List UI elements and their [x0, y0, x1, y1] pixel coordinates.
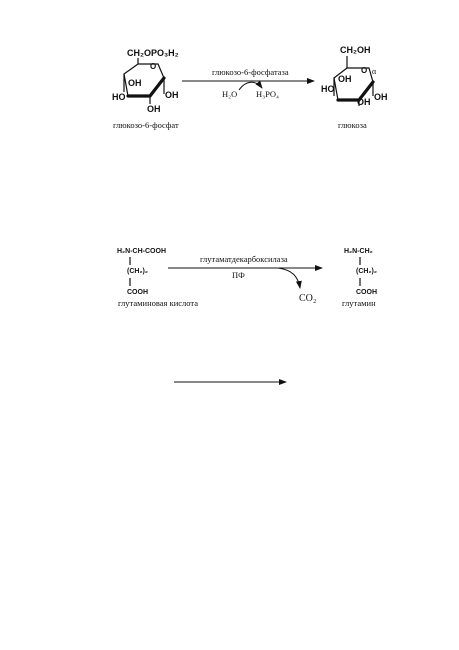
glutamic-acid-structure [117, 248, 198, 308]
product-substituent: CH₂OH [340, 45, 371, 55]
substrate-ring-oxygen: O [150, 62, 157, 71]
product-name-label: глюкоза [338, 120, 367, 130]
reaction1-enzyme-label: глюкозо-6-фосфатаза [212, 67, 289, 77]
reaction2-arrow-group [168, 254, 322, 304]
product-oh-right: OH [374, 92, 388, 102]
product-ring-oxygen: O [361, 66, 368, 75]
product2-line2: (CH₂)₂ [356, 268, 377, 275]
reaction2-side-arrow [278, 268, 300, 288]
reaction1-arrow-group [182, 67, 314, 99]
glucose-6-phosphate-structure [112, 48, 179, 130]
reaction2-byproduct-label: CO₂ [299, 293, 317, 304]
substrate-oh-top: OH [128, 78, 142, 88]
substrate2-name-label: глутаминовая кислота [118, 298, 198, 308]
product2-line3: COOH [356, 289, 377, 296]
reaction1-water-label: H₂O [222, 89, 238, 99]
substrate2-line2: (CH₂)₂ [127, 268, 148, 275]
product-oh-bottom: OH [357, 97, 371, 107]
substrate-oh-right: OH [165, 90, 179, 100]
product-anomeric-label: α [372, 67, 377, 76]
product-ho-left: HO [321, 84, 335, 94]
reaction2-enzyme-label: глутаматдекарбоксилаза [200, 254, 288, 264]
product2-line1: H₂N-CH₂ [344, 248, 373, 255]
reaction1-phosphate-label: H₃PO₄ [256, 89, 279, 99]
product2-name-label: глутамин [342, 298, 376, 308]
substrate2-line1: H₂N-CH-COOH [117, 248, 166, 255]
substrate2-line3: COOH [127, 289, 148, 296]
substrate-substituent: CH₂OPO₃H₂ [127, 48, 179, 58]
glucose-structure [321, 45, 388, 130]
substrate-ho-left: HO [112, 92, 126, 102]
product-oh-top: OH [338, 74, 352, 84]
reaction2-cofactor-label: ПФ [232, 270, 245, 280]
substrate-oh-bottom: OH [147, 104, 161, 114]
substrate-name-label: глюкозо-6-фосфат [113, 120, 179, 130]
glutamine-structure [342, 248, 377, 308]
